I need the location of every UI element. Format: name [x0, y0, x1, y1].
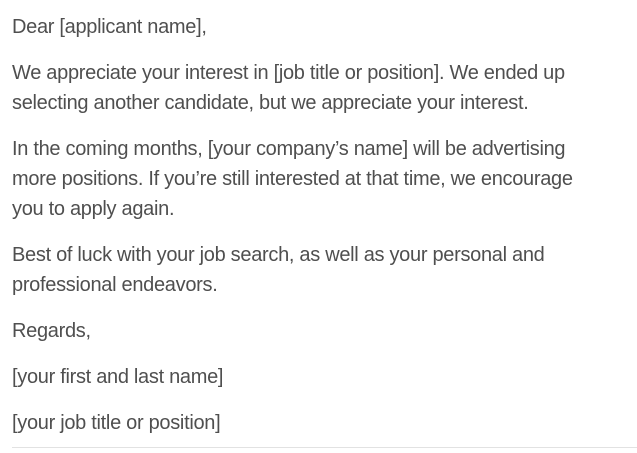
paragraph-rejection	[12, 58, 617, 118]
bottom-divider	[12, 447, 637, 448]
text-line: Regards,	[12, 320, 91, 342]
text-line: you to apply again.	[12, 198, 175, 220]
text-line: [your job title or position]	[12, 412, 221, 434]
text-line: In the coming months, [your company’s name] will be advertising	[12, 138, 566, 160]
text-line: Best of luck with your job search, as well as your personal and	[12, 244, 545, 266]
text-line: professional endeavors.	[12, 274, 218, 296]
salutation	[12, 12, 617, 42]
text-line: We appreciate your interest in [job title or position]. We ended up	[12, 62, 565, 84]
text-line: [your first and last name]	[12, 366, 224, 388]
letter-body	[12, 12, 617, 438]
signature-name-placeholder	[12, 362, 617, 392]
signature-title-placeholder	[12, 408, 617, 438]
paragraph-well-wishes	[12, 240, 617, 300]
text-line: more positions. If you’re still interested at that time, we encourage	[12, 168, 573, 190]
closing	[12, 316, 617, 346]
text-line: Dear [applicant name],	[12, 16, 207, 38]
text-line: selecting another candidate, but we appreciate your interest.	[12, 92, 529, 114]
paragraph-future-openings	[12, 134, 617, 224]
